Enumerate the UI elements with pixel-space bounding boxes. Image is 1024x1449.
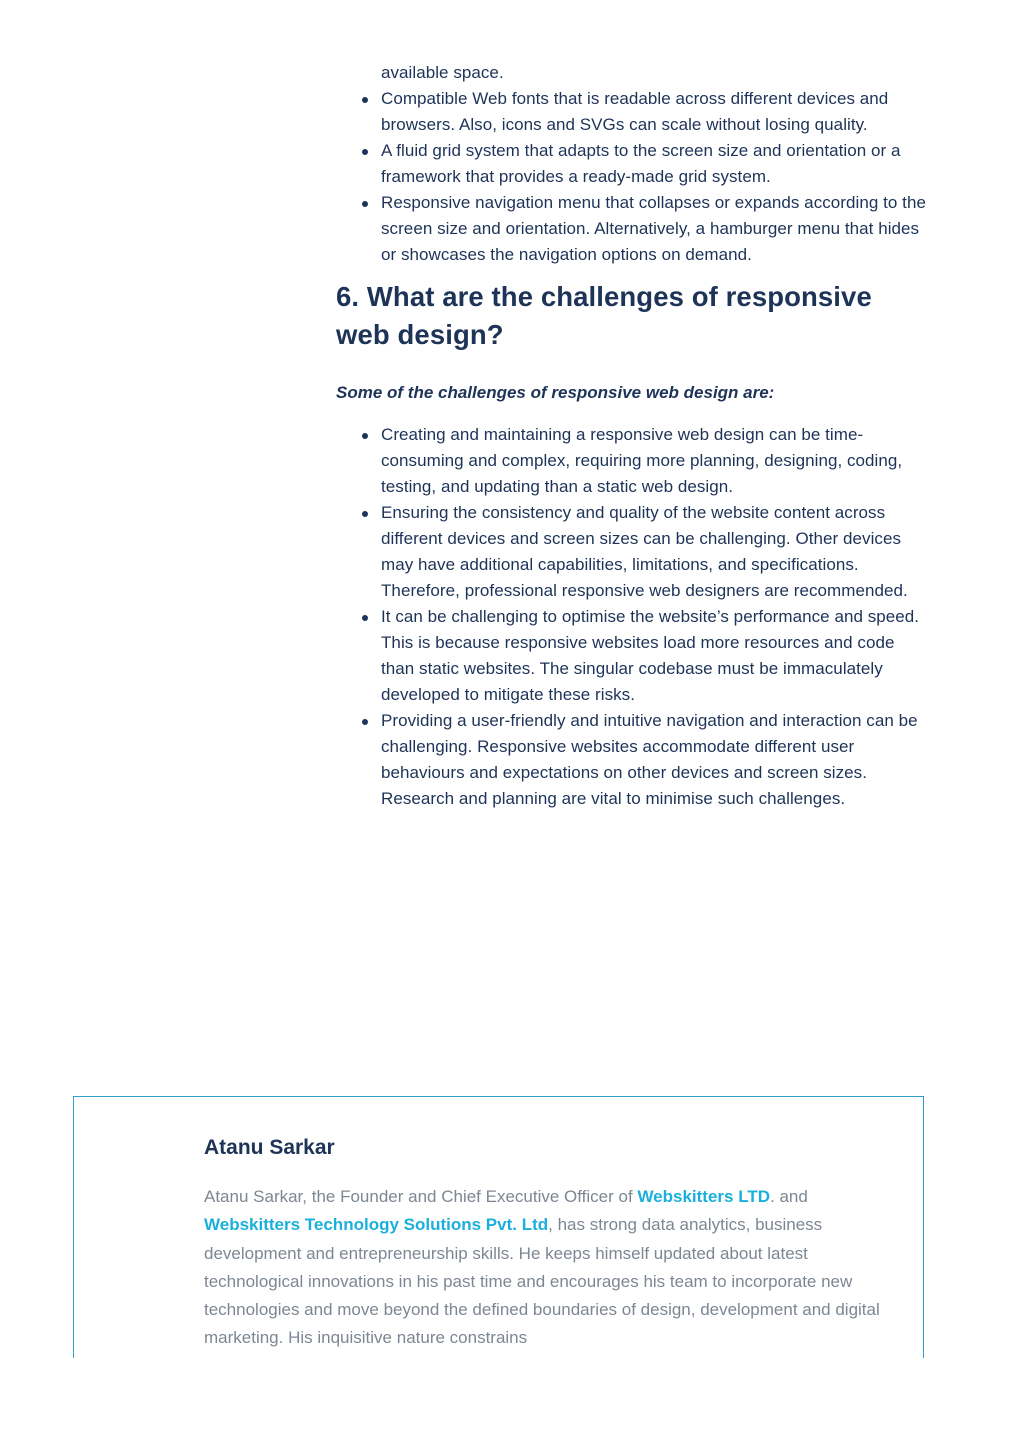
feature-list [336,60,926,268]
section-heading: 6. What are the challenges of responsive web design? [336,281,872,350]
author-name: Atanu Sarkar [204,1136,335,1159]
author-bio [204,1183,894,1353]
section-intro: Some of the challenges of responsive web design are: [336,383,775,402]
webskitters-technology-link[interactable]: Webskitters Technology Solutions Pvt. Ltd [204,1215,549,1235]
list-item: It can be challenging to optimise the website’s performance and speed. This is because responsive websites load more resources and code than static websites. The singular codebase must be immaculately developed to mitigate these risks. [336,604,926,708]
list-item: A fluid grid system that adapts to the screen size and orientation or a framework that provides a ready-made grid system. [336,138,926,190]
challenges-list [336,422,926,812]
list-item: Providing a user-friendly and intuitive navigation and interaction can be challenging. Responsive websites accommodate different user behaviours and expectations on other devices and screen sizes. Research and planning are vital to minimise such challenges. [336,708,926,812]
author-bio-text: , has strong data analytics, business development and entrepreneurship skills. He keeps himself updated about latest technological innovations in his past time and encourages his team to incorporate new technologies and move beyond the defined boundaries of design, development and digital marketing. His inquisitive nature constrains [204,1215,880,1348]
list-item: Responsive navigation menu that collapses or expands according to the screen size and orientation. Alternatively, a hamburger menu that hides or showcases the navigation options on demand. [336,190,926,268]
author-bio-text: Atanu Sarkar, the Founder and Chief Executive Officer of [204,1187,638,1206]
author-box [73,1096,924,1358]
webskitters-ltd-link[interactable]: Webskitters LTD [637,1187,771,1206]
list-item: available space. [381,63,504,82]
list-item: Creating and maintaining a responsive web design can be time-consuming and complex, requiring more planning, designing, coding, testing, and updating than a static web design. [336,422,926,500]
list-item: Compatible Web fonts that is readable across different devices and browsers. Also, icons and SVGs can scale without losing quality. [336,86,926,138]
author-bio-text: . and [770,1187,808,1206]
article-content [336,60,926,812]
list-item: Ensuring the consistency and quality of the website content across different devices and screen sizes can be challenging. Other devices may have additional capabilities, limitations, and specifications. Therefore, professional responsive web designers are recommended. [336,500,926,604]
